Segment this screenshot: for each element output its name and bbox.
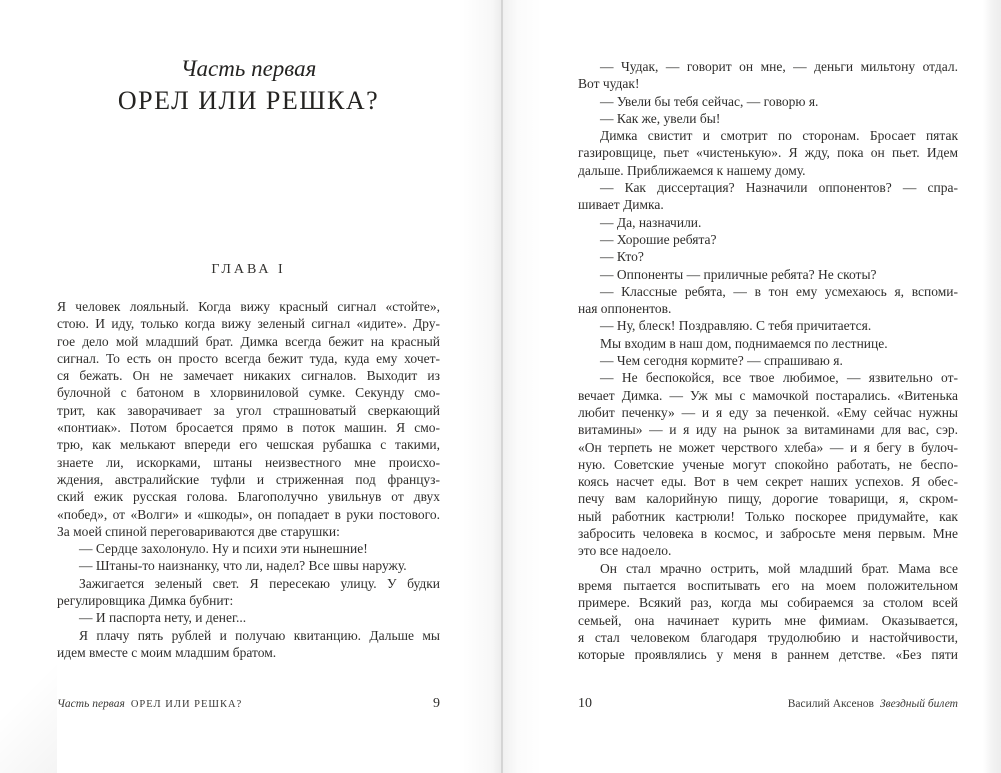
body-text-line: Я плачу пять рублей и получаю квитанцию. Дальше мы (79, 627, 440, 643)
body-text-line: ский ежик русская голова. Благополучно увильнув от двух (57, 489, 440, 505)
body-text-line: гое дело мой младший брат. Димка всегда бежит на красный (57, 333, 440, 349)
right-page-number: 10 (578, 696, 592, 711)
body-text-line: печу вам калорийную пищу, дорогие товарищи, я, скром- (578, 491, 958, 507)
body-text-line: вечает Димка. — Уж мы с мамочкой постарались. «Витенька (578, 387, 958, 403)
right-page-footer (578, 696, 958, 714)
body-text-line: сигнал. То есть он просто всегда бежит туда, куда ему хочет- (57, 350, 440, 366)
left-running-footer (57, 698, 242, 710)
body-text-line: — Как же, увели бы! (600, 110, 721, 126)
body-text-line: которые проявлялись у меня в раннем детстве. «Без пяти (578, 647, 958, 663)
body-text-line: «понтиак». Потом бросается прямо в поток машин. Я смо- (57, 420, 440, 436)
body-text-line: — Классные ребята, — в тон ему усмехаюсь я, вспоми- (600, 283, 958, 299)
body-text-line: — Чудак, — говорит он мне, — деньги мильтону отдал. (600, 59, 958, 74)
part-title: ОРЕЛ ИЛИ РЕШКА? (117, 86, 380, 115)
page-edge-bottom-left (0, 640, 57, 773)
body-text-line: регулировщика Димка бубнит: (57, 593, 234, 609)
body-text-line: — Сердце захолонуло. Ну и психи эти нынешние! (79, 541, 368, 557)
part-label: Часть первая (180, 56, 317, 81)
body-text-line: ся бежать. Он не замечает никаких сигналов. Выходит из (57, 368, 440, 384)
body-text-line: «побед», от «Волги» и «шкоды», он попадает в руки постового. (57, 506, 440, 522)
body-text-line: коясь насчет еды. Вот в чем секрет наших успехов. Я обес- (578, 474, 958, 490)
running-footer-part-label: Часть первая (57, 698, 125, 710)
left-page-body-text (57, 298, 440, 661)
page-gutter-line (501, 0, 503, 773)
body-text-line: знаете ли, искорками, штаны неизвестного мне происхо- (57, 454, 440, 470)
running-footer-book-title: Звездный билет (879, 698, 958, 710)
body-text-line: булочной с батоном в хлорвиниловой сумке. Секунду смо- (57, 385, 440, 401)
body-text-line: витамины» — и я иду на рынок за витаминами для вас, сэр. (578, 422, 958, 438)
body-text-line: — Хорошие ребята? (600, 231, 717, 247)
body-text-line: ную. Советские ученые могут спокойно работать, не беспо- (578, 456, 958, 472)
body-text-line: — Чем сегодня кормите? — спрашиваю я. (600, 353, 843, 369)
body-text-line: идем вместе с моим младшим братом. (57, 644, 277, 660)
body-text-line: ждения, австралийские туфли и стриженная под француз- (57, 471, 440, 487)
body-text-line: Вот чудак! (578, 76, 640, 92)
body-text-line: — Оппоненты — приличные ребята? Не скоты? (600, 266, 877, 282)
page-edge-right (983, 0, 1001, 773)
page-gutter-shadow (462, 0, 542, 773)
body-text-line: — Штаны-то наизнанку, что ли, надел? Все швы наружу. (79, 558, 407, 574)
body-text-line: это все надоело. (578, 543, 672, 559)
body-text-line: Он стал мрачно острить, мой младший брат. Мама все (600, 560, 958, 576)
body-text-line: семьей, она начинает курить мне фимиам. Оказывается, (578, 612, 958, 628)
right-page-body-text (578, 58, 958, 663)
body-text-line: — Увели бы тебя сейчас, — говорю я. (600, 93, 819, 109)
body-text-line: Димка свистит и смотрит по сторонам. Бросает пятак (600, 128, 958, 144)
body-text-line: — Как диссертация? Назначили оппонентов? — спра- (600, 180, 958, 196)
body-text-line: шивает Димка. (578, 197, 664, 213)
body-text-line: ный работник кастрюли! Только поскорее придумайте, как (578, 508, 958, 524)
body-text-line: «Он терпеть не может черствого хлеба» — и я бегу в булоч- (578, 439, 958, 455)
body-text-line: трит, как заворачивает за угол страшноватый сверкающий (57, 402, 440, 418)
left-page-number: 9 (433, 696, 440, 711)
body-text-line: — И паспорта нету, и денег... (79, 610, 247, 626)
body-text-line: трю, как мелькают впереди его чешская рубашка с такими, (57, 437, 440, 453)
running-footer-part-title: ОРЕЛ ИЛИ РЕШКА? (130, 699, 243, 710)
body-text-line: Зажигается зеленый свет. Я пересекаю улицу. У будки (79, 575, 440, 591)
chapter-heading: ГЛАВА I (211, 262, 286, 277)
body-text-line: — Кто? (600, 249, 644, 265)
body-text-line: газировщице, пьет «чистенькую». Я жду, пока он пьет. Идем (578, 145, 958, 161)
body-text-line: забросить человека в космос, и забросьте меня первым. Мне (578, 526, 958, 542)
body-text-line: стою. И иду, только когда вижу зеленый сигнал «идите». Дру- (57, 316, 440, 332)
running-footer-author: Василий Аксенов (787, 698, 874, 710)
body-text-line: Я человек лояльный. Когда вижу красный сигнал «стойте», (57, 299, 440, 314)
body-text-line: — Не беспокойся, все твое любимое, — язвительно от- (600, 370, 958, 386)
body-text-line: я стал человеком благодаря трудолюбию и настойчивости, (578, 629, 958, 645)
body-text-line: За моей спиной переговариваются две старушки: (57, 523, 340, 539)
right-running-footer (788, 698, 958, 710)
left-page-footer (57, 696, 440, 714)
body-text-line: — Да, назначили. (600, 214, 702, 230)
body-text-line: время пытается воспитывать его на моем положительном (578, 577, 958, 593)
body-text-line: любит печенку» — и я еду за печенкой. «Ему сейчас нужны (578, 404, 958, 420)
body-text-line: примере. Всякий раз, когда мы собираемся за столом всей (578, 595, 958, 611)
body-text-line: Мы входим в наш дом, поднимаемся по лестнице. (600, 335, 888, 351)
body-text-line: — Ну, блеск! Поздравляю. С тебя причитается. (600, 318, 872, 334)
body-text-line: ная оппонентов. (578, 301, 672, 317)
body-text-line: дальше. Приближаемся к нашему дому. (578, 162, 806, 178)
